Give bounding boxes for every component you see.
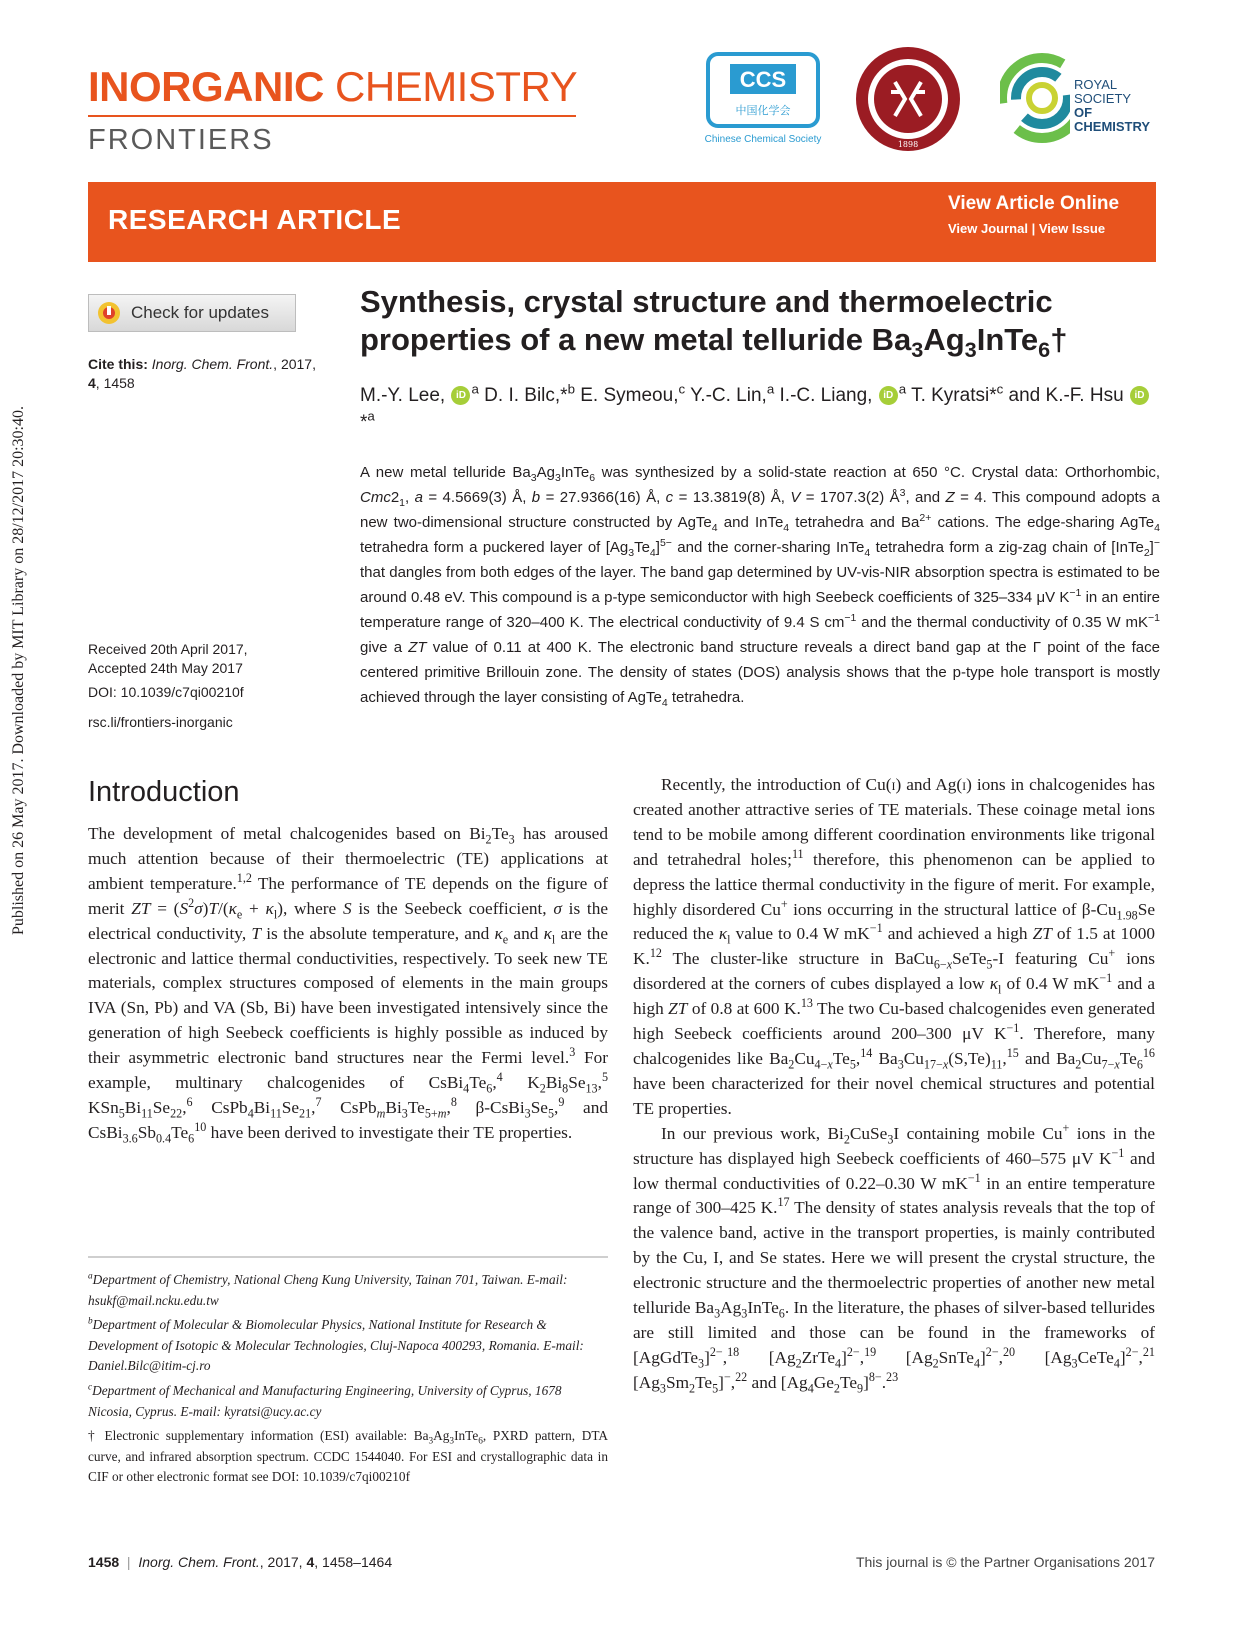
doi: DOI: 10.1039/c7qi00210f	[88, 684, 244, 700]
check-updates-label: Check for updates	[131, 303, 269, 322]
rsc-frontiers-link[interactable]: rsc.li/frontiers-inorganic	[88, 714, 233, 730]
svg-text:CCS: CCS	[739, 67, 787, 92]
footnote-a: $^a$Department of Chemistry, National Cheng Kung University, Tainan 701, Taiwan. E-mail: hsukf@mail.ncku.edu.tw	[88, 1271, 568, 1308]
intro-paragraph-2: Recently, the introduction of Cu(i) and Ag(i) ions in chalcogenides has created another attractive series of TE materials. These coinage metal ions tend to be mobile among different coordination environments like trigonal and tetrahedral holes;$^{11}$ therefore, this phenomenon can be applied to depress the lattice thermal conductivity in the figure of merit. For example, highly disordered Cu+ ions occurring in the structural lattice of $\beta-Cu_{1.98}Se$ reduced the $\kappa_l$ value to 0.4 W $mK^{-1}$ and achieved a high ZT of 1.5 at 1000 K.$^{12}$ The cluster-like structure in BaCu$_{6-x}$SeTe$_5$-I featuring Cu+ ions disordered at the corners of cubes displayed a low $\kappa_l$ of 0.4 W $mK^{-1}$ and a high ZT of 0.8 at 600 K.$^{13}$ The two Cu-based chalcogenides even generated high Seebeck coefficients around 200–300 μV $K^{-1}$. Therefore, many chalcogenides like $Ba_2Cu_{4-x}Te_5,^{14}$ $Ba_3Cu_{17-x}(S,Te)_{11},^{15}$ and $Ba_2Cu_{7-x}Te_6^{16}$ have been characterized for their novel chemical structures and potential TE properties.	[633, 775, 1156, 1118]
rsc-text	[1074, 78, 1170, 134]
abstract: A new metal telluride $Ba_3Ag_3InTe_6$ was synthesized by a solid-state reaction at 650 °C. Crystal data: Orthorhombic, $Cmc2_1$, a = 4.5669(3) Å, b = 27.9366(16) Å, c = 13.3819(8) Å, V = 1707.3(2) $Å^3$, and Z = 4. This compound adopts a new two-dimensional structure constructed by AgTe$_4$ and InTe$_4$ tetrahedra and $Ba^{2+}$ cations. The edge-sharing AgTe$_4$ tetrahedra form a puckered layer of $[Ag_3Te_4]^{5-}$ and the corner-sharing InTe$_4$ tetrahedra form a zig-zag chain of [InTe$_2$]− that dangles from both edges of the layer. The band gap determined by UV-vis-NIR absorption spectra is estimated to be around 0.48 eV. This compound is a p-type semiconductor with high Seebeck coefficients of 325–334 μV $K^{-1}$ in an entire temperature range of 320–400 K. The electrical conductivity of 9.4 S $cm^{-1}$ and the thermal conductivity of 0.35 W $mK^{-1}$ give a ZT value of 0.11 at 400 K. The electronic band structure reveals a direct band gap at the Γ point of the face centered primitive Brillouin zone. The density of states (DOS) analysis shows that the p-type hole transport is mostly achieved through the layer consisting of AgTe$_4$ tetrahedra.	[360, 464, 1161, 709]
cite-journal: Inorg. Chem. Front.	[151, 356, 274, 372]
view-article-online-link[interactable]: View Article Online	[948, 193, 1120, 214]
peking-university-logo-icon	[853, 44, 963, 154]
ccs-caption: Chinese Chemical Society	[704, 134, 822, 145]
article-title	[360, 283, 1160, 363]
article-title-line1: Synthesis, crystal structure and thermoelectric	[360, 284, 1053, 319]
journal-title	[88, 63, 578, 110]
intro-paragraph-3: In our previous work, $Bi_2CuSe_3I$ containing mobile Cu+ ions in the structure has displayed high Seebeck coefficients of 460–575 μV $K^{-1}$ and low thermal conductivities of 0.22–0.30 W $mK^{-1}$ in an entire temperature range of 300–425 K.$^{17}$ The density of states analysis reveals that the top of the valence band, active in the transport properties, is mainly contributed by the Cu, I, and Se states. Here we will present the crystal structure, the electronic structure and the thermoelectric properties of another new metal telluride $Ba_3Ag_3InTe_6$. In the literature, the phases of silver-based tellurides are still limited and those can be found in the frameworks of [AgGdTe$_3$]$^{2-}$,$^{18}$ $[Ag_2ZrTe_4]^{2-},^{19}$ $[Ag_2SnTe_4]^{2-},^{20}$ $[Ag_3CeTe_4]^{2-},^{21}$ $[Ag_3Sm_2Te_5]^-,^{22}$ and $[Ag_4Ge_2Te_9]^{8-}.^{23}$	[633, 1120, 1156, 1396]
side-stamp: Published on 26 May 2017. Downloaded by MIT Library on 28/12/2017 20:30:40.	[10, 406, 27, 935]
intro-paragraph-1: The development of metal chalcogenides based on $Bi_2Te_3$ has aroused much attention because of their thermoelectric (TE) applications at ambient temperature.$^{1,2}$ The performance of TE depends on the figure of merit ZT = $(S^2\sigma)T/(\kappa_e + \kappa_l)$, where S is the Seebeck coefficient, σ is the electrical conductivity, T is the absolute temperature, and $\kappa_e$ and $\kappa_l$ are the electronic and lattice thermal conductivities, respectively. To seek new TE materials, complex structures composed of elements in the main groups IVA (Sn, Pb) and VA (Sb, Bi) have been investigated intensively since the generation of high Seebeck coefficients is highly possible as induced by their asymmetric electronic band structures near the Fermi level.$^3$ For example, multinary chalcogenides of $CsBi_4Te_6,^4$ $K_2Bi_8Se_{13},^5$ $KSn_5Bi_{11}Se_{22},^6$ $CsPb_4Bi_{11}Se_{21},^7$ $CsPb_mBi_3Te_{5+m},^8$ $\beta-CsBi_3Se_5,^9$ and $CsBi_{3.6}Sb_{0.4}Te_6^{10}$ have been derived to investigate their TE properties.	[88, 824, 609, 1146]
cite-page: , 1458	[95, 375, 135, 391]
accepted-date: Accepted 24th May 2017	[88, 660, 243, 676]
view-issue-link[interactable]: View Issue	[1038, 221, 1106, 236]
footer-copyright: This journal is © the Partner Organisations 2017	[855, 1554, 1155, 1570]
svg-text:中国化学会: 中国化学会	[735, 104, 791, 117]
orcid-icon[interactable]: iD	[451, 386, 470, 405]
banner-label: RESEARCH ARTICLE	[108, 204, 402, 235]
footnote-b: $^b$Department of Molecular & Biomolecular Physics, National Institute for Research & Development of Isotopic & Molecular Technologies, Cluj-Napoca 400293, Romania. E-mail: Daniel.Bilc@itim-cj.ro	[88, 1316, 584, 1374]
footnotes	[88, 1270, 608, 1492]
journal-subtitle: FRONTIERS	[88, 124, 274, 156]
cite-this	[88, 355, 338, 393]
orcid-icon[interactable]: iD	[1130, 386, 1149, 405]
received-accepted	[88, 640, 338, 678]
footnote-c: $^c$Department of Mechanical and Manufacturing Engineering, University of Cyprus, 1678 Nicosia, Cyprus. E-mail: kyratsi@ucy.ac.cy	[88, 1382, 562, 1419]
introduction-heading: Introduction	[88, 776, 240, 808]
footnote-esi: † Electronic supplementary information (ESI) available: $Ba_3Ag_3InTe_6$, PXRD pattern, DTA curve, and infrared absorption spectrum. CCDC 1544040. For ESI and crystallographic data in CIF or other electronic format see DOI: 10.1039/c7qi00210f	[88, 1428, 608, 1485]
cite-year: , 2017,	[273, 356, 316, 372]
rsc-text-line2: OF CHEMISTRY	[1074, 105, 1151, 134]
cite-label: Cite this:	[88, 356, 148, 372]
received-date: Received 20th April 2017,	[88, 641, 248, 657]
article-title-line2: properties of a new metal telluride $Ba_3Ag_3InTe_6\dagger$	[360, 322, 1068, 363]
royal-society-of-chemistry-logo-icon	[1000, 48, 1170, 148]
rsc-text-line1: ROYAL SOCIETY	[1074, 77, 1132, 106]
footer-journal: Inorg. Chem. Front.	[138, 1554, 260, 1570]
journal-title-rule	[88, 115, 576, 117]
footer-page: 1458	[88, 1554, 120, 1570]
cite-volume: 4	[88, 375, 96, 391]
journal-title-light: CHEMISTRY	[323, 63, 578, 110]
intro-right-column	[633, 773, 1155, 1396]
view-links-separator: |	[1027, 221, 1039, 236]
journal-title-bold: INORGANIC	[88, 63, 324, 110]
footer-citation: 1458 | Inorg. Chem. Front., 2017, 4, 1458–1464	[88, 1554, 393, 1570]
check-updates-icon	[97, 301, 121, 325]
ccs-logo-icon	[700, 50, 826, 150]
orcid-icon[interactable]: iD	[879, 386, 898, 405]
view-journal-link[interactable]: View Journal	[948, 221, 1028, 236]
author-list: M.-Y. Lee, iD $^a$ D. I. Bilc,*$^b$ E. Symeou,$^c$ Y.-C. Lin,$^a$ I.-C. Liang, iD $^a$ T. Kyratsi*$^c$ and K.-F. Hsu iD*$^a$	[360, 382, 1160, 436]
check-for-updates-button[interactable]	[88, 294, 296, 332]
view-links	[948, 221, 1105, 236]
footnote-separator	[88, 1256, 608, 1258]
svg-text:1898: 1898	[897, 140, 919, 149]
